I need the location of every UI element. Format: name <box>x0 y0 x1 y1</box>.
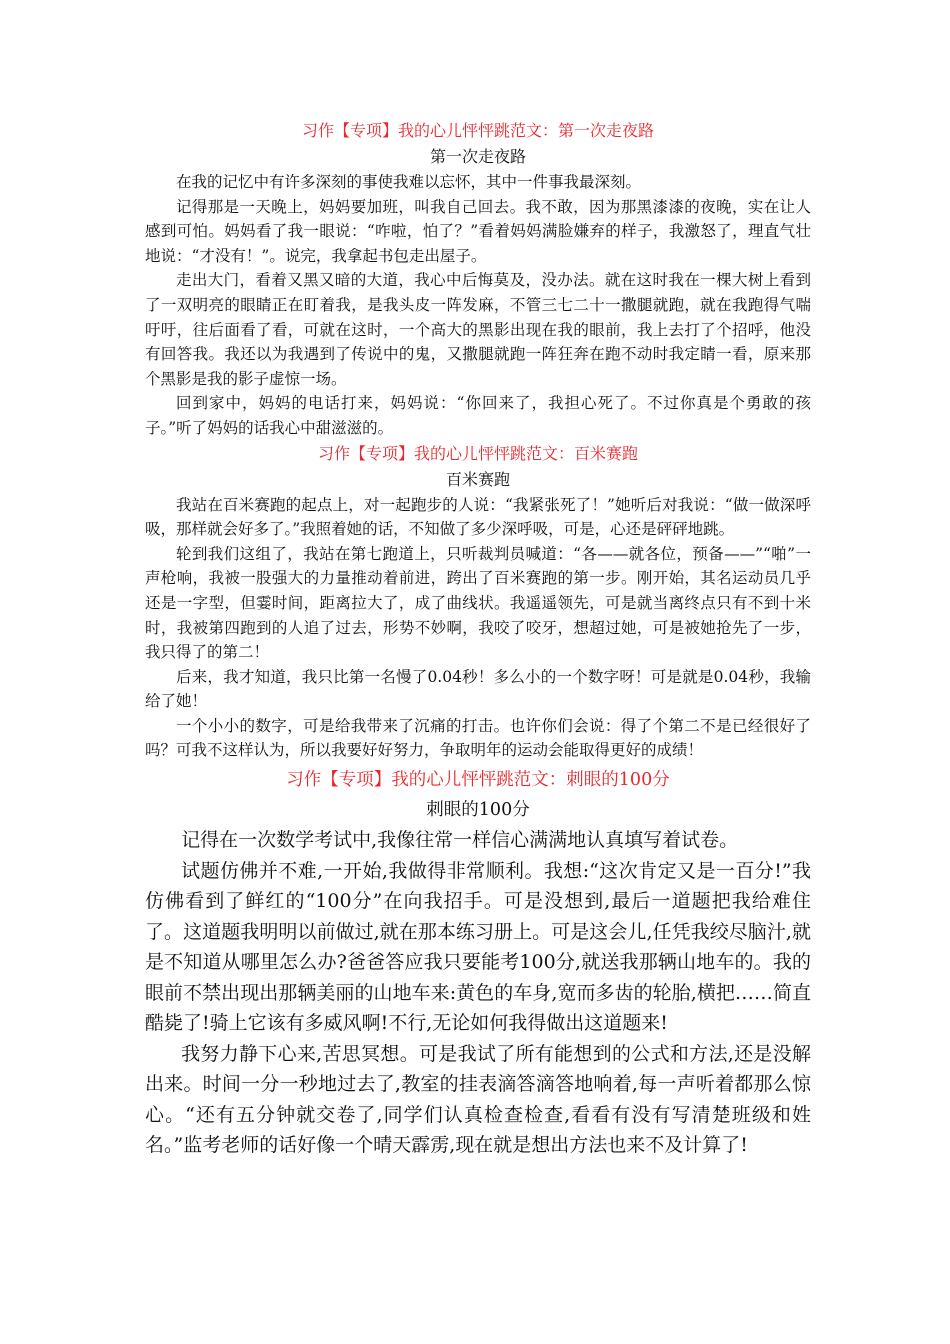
paragraph: 走出大门，看着又黑又暗的大道，我心中后悔莫及，没办法。就在这时我在一棵大树上看到了一双明亮的眼睛正在盯着我，是我头皮一阵发麻，不管三七二十一撒腿就跑，就在我跑得气喘吁吁，往后面看了看，可就在这时，一个高大的黑影出现在我的眼前，我上去打了个招呼，他没有回答我。我还以为我遇到了传说中的鬼，又撒腿就跑一阵狂奔在跑不动时我定睛一看，原来那个黑影是我的影子虚惊一场。 <box>145 271 811 388</box>
essay-section-100-points <box>145 765 811 1161</box>
section-heading: 习作【专项】我的心儿怦怦跳范文：第一次走夜路 <box>301 121 654 140</box>
paragraph: 在我的记忆中有许多深刻的事使我难以忘怀，其中一件事我最深刻。 <box>176 173 642 191</box>
essay-section-night-walk <box>145 118 811 441</box>
essay-section-100m-race <box>145 441 811 764</box>
essay-title: 刺眼的100分 <box>426 800 530 821</box>
paragraph: 记得那是一天晚上，妈妈要加班，叫我自己回去。我不敢，因为那黑漆漆的夜晚，实在让人感到可怕。妈妈看了我一眼说：“咋啦，怕了？”看着妈妈满脸嫌弃的样子，我激怒了，理直气壮地说：“才没有！”。说完，我拿起书包走出屋子。 <box>145 197 811 265</box>
paragraph: 我努力静下心来,苦思冥想。可是我试了所有能想到的公式和方法,还是没解出来。时间一分一秒地过去了,教室的挂表滴答滴答地响着,每一声听着都那么惊心。“还有五分钟就交卷了,同学们认真检查检查,看看有没有写清楚班级和姓名。”监考老师的话好像一个晴天霹雳,现在就是想出方法也来不及计算了! <box>145 1042 811 1157</box>
document-page <box>145 118 811 1161</box>
paragraph: 后来，我才知道，我只比第一名慢了0.04秒！多么小的一个数字呀！可是就是0.04秒，我输给了她！ <box>145 667 811 711</box>
paragraph: 我站在百米赛跑的起点上，对一起跑步的人说：“我紧张死了！”她听后对我说：“做一做深呼吸，那样就会好多了。”我照着她的话，不知做了多少深呼吸，可是，心还是砰砰地跳。 <box>145 495 811 539</box>
paragraph: 回到家中，妈妈的电话打来，妈妈说：“你回来了，我担心死了。不过你真是个勇敢的孩子。”听了妈妈的话我心中甜滋滋的。 <box>145 394 811 437</box>
section-heading: 习作【专项】我的心儿怦怦跳范文：刺眼的100分 <box>286 770 670 791</box>
essay-title: 百米赛跑 <box>445 469 510 489</box>
paragraph: 轮到我们这组了，我站在第七跑道上，只听裁判员喊道：“各——就各位，预备——”“啪”一声枪响，我被一股强大的力量推动着前进，跨出了百米赛跑的第一步。刚开始，其名运动员几乎还是一字型，但霎时间，距离拉大了，成了曲线状。我遥遥领先，可是就当离终点只有不到十米时，我被第四跑到的人追了过去，形势不妙啊，我咬了咬牙，想超过她，可是被她抢先了一步，我只得了的第二！ <box>145 544 811 662</box>
paragraph: 试题仿佛并不难,一开始,我做得非常顺利。我想:“这次肯定又是一百分!”我仿佛看到了鲜红的“100分”在向我招手。可是没想到,最后一道题把我给难住了。这道题我明明以前做过,就在那本练习册上。可是这会儿,任凭我绞尽脑汁,就是不知道从哪里怎么办?爸爸答应我只要能考100分,就送我那辆山地车的。我的眼前不禁出现出那辆美丽的山地车来:黄色的车身,宽而多齿的轮胎,横把……简直酷毙了!骑上它该有多威风啊!不行,无论如何我得做出这道题来! <box>145 859 811 1035</box>
paragraph: 一个小小的数字，可是给我带来了沉痛的打击。也许你们会说：得了个第二不是已经很好了吗？可我不这样认为，所以我要好好努力，争取明年的运动会能取得更好的成绩！ <box>145 716 811 760</box>
essay-title: 第一次走夜路 <box>429 147 526 166</box>
section-heading: 习作【专项】我的心儿怦怦跳范文：百米赛跑 <box>317 443 638 463</box>
paragraph: 记得在一次数学考试中,我像往常一样信心满满地认真填写着试卷。 <box>181 829 739 852</box>
